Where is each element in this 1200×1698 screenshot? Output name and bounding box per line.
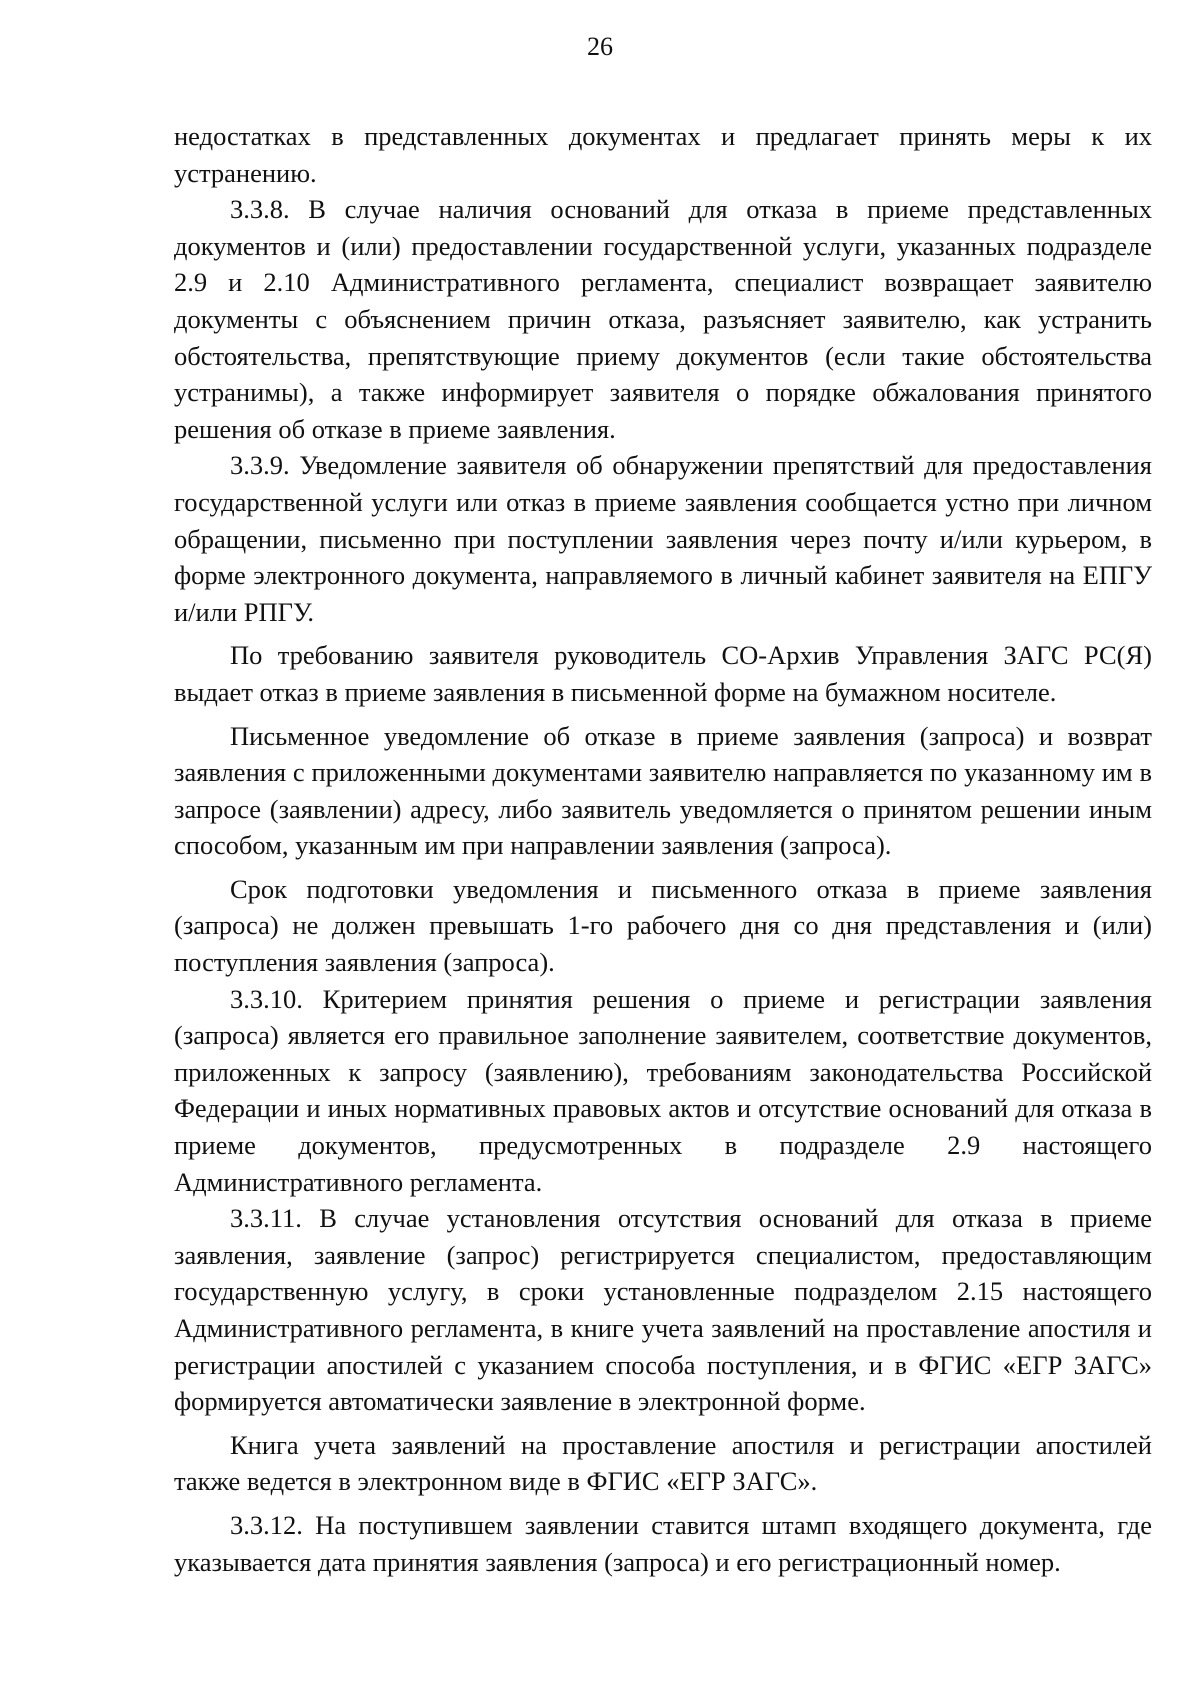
paragraph-continuation: недостатках в представленных документах и предлагает принять меры к их устранению.	[174, 121, 1152, 188]
paragraph-refusal-on-request: По требованию заявителя руководитель СО-Архив Управления ЗАГС РС(Я) выдает отказ в приеме заявления в письменной форме на бумажном носителе.	[174, 640, 1152, 707]
paragraph-written-notice: Письменное уведомление об отказе в приеме заявления (запроса) и возврат заявления с приложенными документами заявителю направляется по указанному им в запросе (заявлении) адресу, либо заявитель уведомляется о принятом решении иным способом, указанным им при направлении заявления (запроса).	[174, 720, 1152, 861]
paragraph-notice-deadline: Срок подготовки уведомления и письменного отказа в приеме заявления (запроса) не должен превышать 1-го рабочего дня со дня представления и (или) поступления заявления (запроса).	[174, 873, 1152, 978]
paragraph-3-3-11: 3.3.11. В случае установления отсутствия оснований для отказа в приеме заявления, заявление (запрос) регистрируется специалистом, предоставляющим государственную услугу, в сроки установленные подразделом 2.15 настоящего Административного регламента, в книге учета заявлений на проставление апостиля и регистрации апостилей с указанием способа поступления, и в ФГИС «ЕГР ЗАГС» формируется автоматически заявление в электронной форме.	[174, 1203, 1152, 1417]
document-body	[174, 118, 1152, 1580]
paragraph-registry-book: Книга учета заявлений на проставление апостиля и регистрации апостилей также ведется в электронном виде в ФГИС «ЕГР ЗАГС».	[174, 1429, 1152, 1497]
paragraph-3-3-9: 3.3.9. Уведомление заявителя об обнаружении препятствий для предоставления государственной услуги или отказ в приеме заявления сообщается устно при личном обращении, письменно при поступлении заявления через почту и/или курьером, в форме электронного документа, направляемого в личный кабинет заявителя на ЕПГУ и/или РПГУ.	[174, 450, 1152, 627]
paragraph-3-3-10: 3.3.10. Критерием принятия решения о приеме и регистрации заявления (запроса) является его правильное заполнение заявителем, соответствие документов, приложенных к запросу (заявлению), требованиям законодательства Российской Федерации и иных нормативных правовых актов и отсутствие оснований для отказа в приеме документов, предусмотренных в подразделе 2.9 настоящего Административного регламента.	[174, 983, 1152, 1197]
paragraph-3-3-8: 3.3.8. В случае наличия оснований для отказа в приеме представленных документов и (или) предоставлении государственной услуги, указанных подразделе 2.9 и 2.10 Административного регламента, специалист возвращает заявителю документы с объяснением причин отказа, разъясняет заявителю, как устранить обстоятельства, препятствующие приему документов (если такие обстоятельства устранимы), а также информирует заявителя о порядке обжалования принятого решения об отказе в приеме заявления.	[174, 194, 1152, 444]
paragraph-3-3-12: 3.3.12. На поступившем заявлении ставится штамп входящего документа, где указывается дата принятия заявления (запроса) и его регистрационный номер.	[174, 1509, 1152, 1577]
page-number: 26	[587, 32, 613, 61]
